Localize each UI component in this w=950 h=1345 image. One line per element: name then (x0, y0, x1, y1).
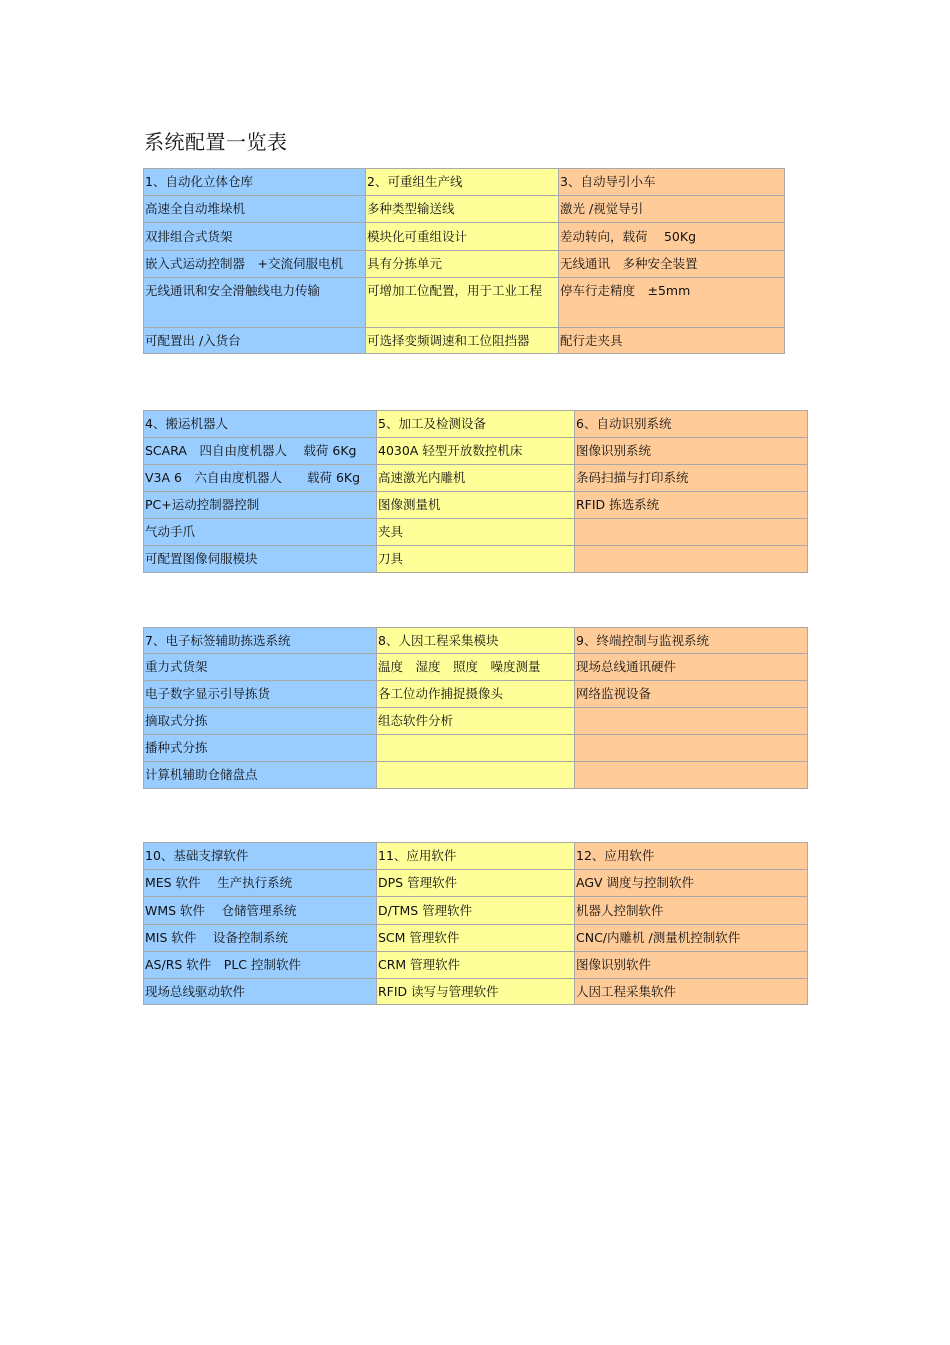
table-cell: CRM 管理软件 (377, 952, 575, 979)
table-cell: 高速激光内雕机 (377, 465, 575, 492)
table-cell: 具有分拣单元 (366, 251, 559, 278)
table-cell: PC+运动控制器控制 (144, 492, 377, 519)
table-cell: 各工位动作捕捉摄像头 (377, 681, 575, 708)
table-cell: 多种类型输送线 (366, 196, 559, 223)
table-cell: 现场总线通讯硬件 (575, 654, 808, 681)
table-cell (377, 735, 575, 762)
config-table-3 (143, 627, 808, 789)
table-cell: D/TMS 管理软件 (377, 897, 575, 925)
table-cell (575, 735, 808, 762)
table-cell: 图像测量机 (377, 492, 575, 519)
table-row (144, 897, 808, 925)
table-cell: 摘取式分拣 (144, 708, 377, 735)
table-cell: SCM 管理软件 (377, 925, 575, 952)
table-cell (575, 762, 808, 789)
table-cell: 温度 湿度 照度 噪度测量 (377, 654, 575, 681)
table-row (144, 681, 808, 708)
table-header-row (144, 843, 808, 870)
table-header-cell: 4、搬运机器人 (144, 411, 377, 438)
table-cell: CNC/内雕机 /测量机控制软件 (575, 925, 808, 952)
table-row (144, 979, 808, 1005)
table-cell: 无线通讯和安全滑触线电力传输 (144, 278, 366, 328)
table-cell: 可配置图像伺服模块 (144, 546, 377, 573)
table-row (144, 492, 808, 519)
table-header-cell: 3、自动导引小车 (559, 169, 785, 196)
table-cell: 夹具 (377, 519, 575, 546)
table-cell: SCARA 四自由度机器人 载荷 6Kg (144, 438, 377, 465)
table-header-cell: 6、自动识别系统 (575, 411, 808, 438)
table-header-cell: 2、可重组生产线 (366, 169, 559, 196)
table-cell: 组态软件分析 (377, 708, 575, 735)
table-row (144, 223, 785, 251)
table-cell: AS/RS 软件 PLC 控制软件 (144, 952, 377, 979)
config-table-4 (143, 842, 808, 1005)
table-cell: V3A 6 六自由度机器人 载荷 6Kg (144, 465, 377, 492)
config-table-1 (143, 168, 785, 354)
table-cell: 配行走夹具 (559, 328, 785, 354)
table-cell: 双排组合式货架 (144, 223, 366, 251)
table-header-cell: 12、应用软件 (575, 843, 808, 870)
table-header-row (144, 411, 808, 438)
table-cell: 图像识别软件 (575, 952, 808, 979)
table-row (144, 925, 808, 952)
table-cell: MES 软件 生产执行系统 (144, 870, 377, 897)
table-row (144, 519, 808, 546)
table-cell: 气动手爪 (144, 519, 377, 546)
table-header-cell: 1、自动化立体仓库 (144, 169, 366, 196)
table-cell: AGV 调度与控制软件 (575, 870, 808, 897)
table-cell: RFID 读写与管理软件 (377, 979, 575, 1005)
table-row (144, 870, 808, 897)
table-row (144, 465, 808, 492)
table-header-cell: 5、加工及检测设备 (377, 411, 575, 438)
table-cell: 网络监视设备 (575, 681, 808, 708)
table-row (144, 278, 785, 328)
page-title: 系统配置一览表 (144, 130, 288, 154)
table-cell: 高速全自动堆垛机 (144, 196, 366, 223)
table-cell: 可选择变频调速和工位阻挡器 (366, 328, 559, 354)
table-cell: 可增加工位配置，用于工业工程 (366, 278, 559, 328)
table-cell: 刀具 (377, 546, 575, 573)
table-header-row (144, 628, 808, 654)
table-cell: RFID 拣选系统 (575, 492, 808, 519)
table-cell: 人因工程采集软件 (575, 979, 808, 1005)
table-cell (377, 762, 575, 789)
config-table-2 (143, 410, 808, 573)
table-row (144, 654, 808, 681)
table-cell: 激光 /视觉导引 (559, 196, 785, 223)
table-row (144, 546, 808, 573)
table-cell: 电子数字显示引导拣货 (144, 681, 377, 708)
table-cell (575, 546, 808, 573)
table-cell: MIS 软件 设备控制系统 (144, 925, 377, 952)
table-row (144, 708, 808, 735)
table-cell: 重力式货架 (144, 654, 377, 681)
table-cell: WMS 软件 仓储管理系统 (144, 897, 377, 925)
table-row (144, 952, 808, 979)
table-row (144, 251, 785, 278)
table-cell: 嵌入式运动控制器 +交流伺服电机 (144, 251, 366, 278)
table-cell: 4030A 轻型开放数控机床 (377, 438, 575, 465)
table-row (144, 438, 808, 465)
table-header-row (144, 169, 785, 196)
table-cell: 模块化可重组设计 (366, 223, 559, 251)
table-cell: 无线通讯 多种安全装置 (559, 251, 785, 278)
table-header-cell: 9、终端控制与监视系统 (575, 628, 808, 654)
table-header-cell: 7、电子标签辅助拣选系统 (144, 628, 377, 654)
table-cell: 条码扫描与打印系统 (575, 465, 808, 492)
table-cell: 可配置出 /入货台 (144, 328, 366, 354)
table-header-cell: 8、人因工程采集模块 (377, 628, 575, 654)
table-cell: 图像识别系统 (575, 438, 808, 465)
table-cell: 机器人控制软件 (575, 897, 808, 925)
table-cell: 差动转向，载荷 50Kg (559, 223, 785, 251)
table-header-cell: 11、应用软件 (377, 843, 575, 870)
table-cell: 播种式分拣 (144, 735, 377, 762)
table-cell: DPS 管理软件 (377, 870, 575, 897)
table-cell: 计算机辅助仓储盘点 (144, 762, 377, 789)
table-row (144, 735, 808, 762)
table-cell: 停车行走精度 ±5mm (559, 278, 785, 328)
table-cell: 现场总线驱动软件 (144, 979, 377, 1005)
table-row (144, 196, 785, 223)
table-cell (575, 519, 808, 546)
table-row (144, 328, 785, 354)
table-cell (575, 708, 808, 735)
table-row (144, 762, 808, 789)
table-header-cell: 10、基础支撑软件 (144, 843, 377, 870)
